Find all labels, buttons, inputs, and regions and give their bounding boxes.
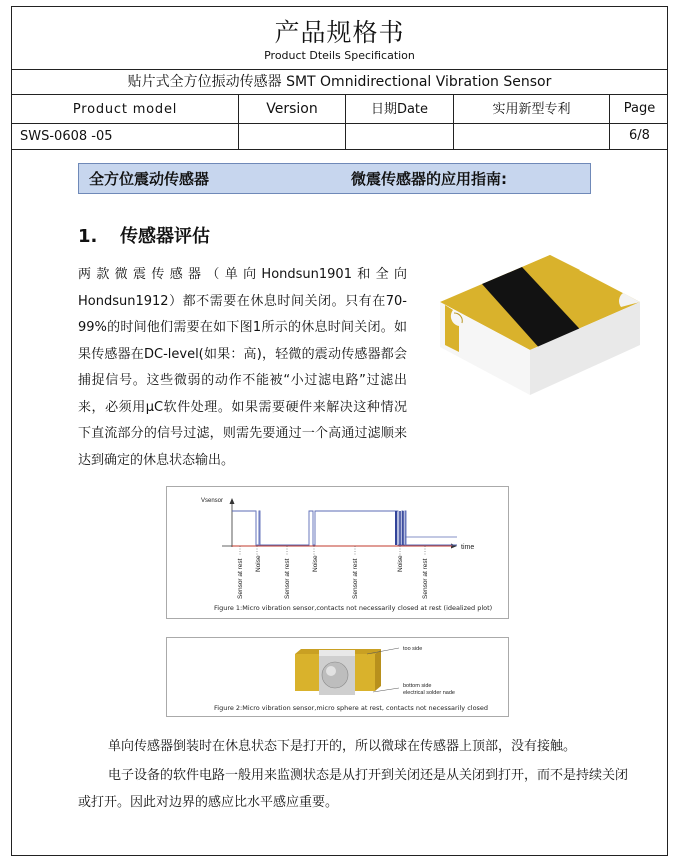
figure-1-plot bbox=[167, 487, 510, 620]
document-header bbox=[12, 7, 667, 70]
paragraph-3: 电子设备的软件电路一般用来监测状态是从打开到关闭还是从关闭到打开，而不是持续关闭或打开。因此对边界的感应比水平感应重要。 bbox=[78, 768, 629, 810]
value-page: 6/8 bbox=[629, 128, 650, 143]
title-chinese: 产品规格书 bbox=[274, 18, 405, 47]
figure-2-caption: Figure 2:Micro vibration sensor,micro sphere at rest, contacts not necessarily closed bbox=[214, 704, 489, 712]
intro-paragraph: 两款微震传感器（单向Hondsun1901和全向Hondsun1912）都不需要在休息时间关闭。只有在70-99%的时间他们需要在如下图1所示的休息时间关闭。如果传感器在DC-level(如果：高)，轻微的震动传感器都会捕捉信号。这些微弱的动作不能被“小过滤电路”过滤出来，必须用μC软件处理。如果需要硬件来解决这种情况下直流部分的信号过滤，则需先要通过一个高通过滤顺来达到确定的休息状态输出。 bbox=[78, 267, 407, 468]
label-rest-3: Sensor at rest bbox=[352, 558, 359, 599]
label-rest-1: Sensor at rest bbox=[237, 558, 244, 599]
solder-label: electrical solder nade bbox=[403, 690, 455, 696]
section-number: 1. bbox=[78, 226, 98, 247]
figure-2 bbox=[166, 637, 509, 717]
section-heading bbox=[78, 222, 210, 248]
x-axis-label: time bbox=[461, 544, 475, 551]
figure-1-caption: Figure 1:Micro vibration sensor,contacts not necessarily closed at rest (idealized plot) bbox=[214, 604, 493, 612]
product-title-row bbox=[12, 69, 667, 95]
value-model: SWS-0608 -05 bbox=[12, 124, 239, 149]
spec-header-row bbox=[12, 95, 667, 124]
value-version bbox=[239, 124, 346, 149]
col-patent: 实用新型专利 bbox=[454, 95, 610, 123]
product-title: 贴片式全方位振动传感器 SMT Omnidirectional Vibration Sensor bbox=[127, 74, 552, 90]
top-side-label: too side bbox=[403, 646, 423, 652]
spec-value-row bbox=[12, 124, 667, 150]
col-page: Page bbox=[623, 101, 656, 116]
col-product-model: Product model bbox=[12, 95, 239, 123]
banner-right: 微震传感器的应用指南: bbox=[351, 170, 507, 188]
banner-left: 全方位震动传感器 bbox=[89, 170, 210, 188]
label-noise-1: Noise bbox=[255, 555, 262, 572]
label-rest-4: Sensor at rest bbox=[422, 558, 429, 599]
label-noise-2: Noise bbox=[312, 555, 319, 572]
paragraph-2: 单向传感器倒装时在休息状态下是打开的，所以微球在传感器上顶部，没有接触。 bbox=[108, 739, 577, 754]
label-noise-3: Noise bbox=[397, 555, 404, 572]
section-banner bbox=[78, 163, 591, 194]
col-date: 日期Date bbox=[346, 95, 454, 123]
value-patent bbox=[454, 124, 610, 149]
sensor-3d-image bbox=[430, 250, 645, 420]
bottom-side-label: bottom side bbox=[403, 683, 432, 689]
value-date bbox=[346, 124, 454, 149]
label-rest-2: Sensor at rest bbox=[284, 558, 291, 599]
col-version: Version bbox=[239, 95, 346, 123]
title-english: Product Dteils Specification bbox=[264, 49, 415, 62]
figure-1 bbox=[166, 486, 509, 619]
y-axis-label: Vsensor bbox=[201, 498, 224, 504]
section-title: 传感器评估 bbox=[120, 226, 210, 247]
